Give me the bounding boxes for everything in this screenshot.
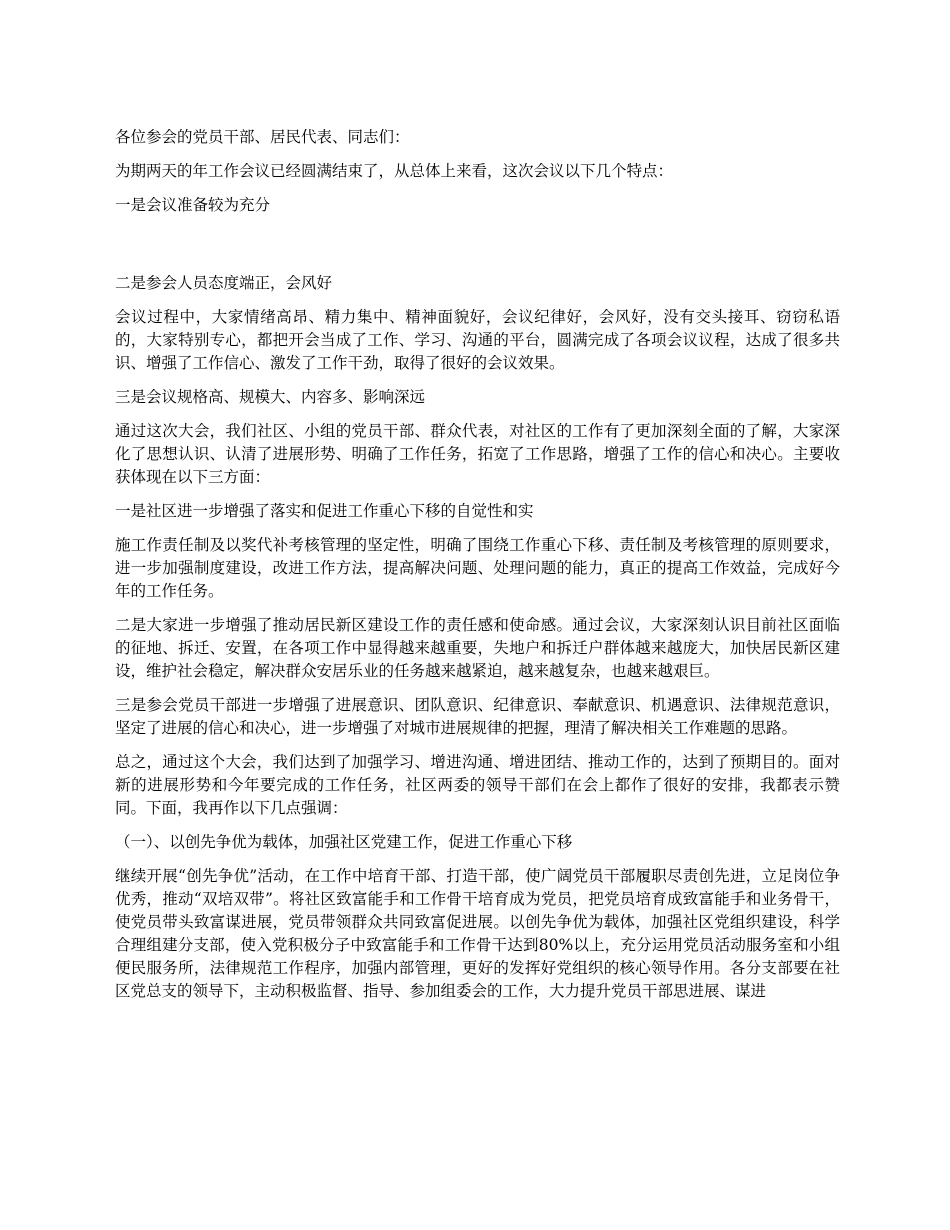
body-paragraph: 通过这次大会，我们社区、小组的党员干部、群众代表，对社区的工作有了更加深刻全面的了解，大家深化了思想认识、认清了进展形势、明确了工作任务，拓宽了工作思路，增强了工作的信心和决心。主要收获体现在以下三方面：: [115, 422, 840, 486]
body-paragraph: 会议过程中，大家情绪高昂、精力集中、精神面貌好，会议纪律好，会风好，没有交头接耳、窃窃私语的，大家特别专心，都把开会当成了工作、学习、沟通的平台，圆满完成了各项会议议程，达成了很多共识、增强了工作信心、激发了工作干劲，取得了很好的会议效果。: [115, 308, 840, 372]
point-heading-3: 三是会议规格高、规模大、内容多、影响深远: [115, 388, 426, 406]
summary-paragraph: 总之，通过这个大会，我们达到了加强学习、增进沟通、增进团结、推动工作的，达到了预期目的。面对新的进展形势和今年要完成的工作任务，社区两委的领导干部们在会上都作了很好的安排，我都表示赞同。下面，我再作以下几点强调：: [115, 753, 840, 817]
section-heading-1: （一）、以创先争优为载体，加强社区党建工作，促进工作重心下移: [115, 833, 573, 851]
body-paragraph: 继续开展“创先争优”活动，在工作中培育干部、打造干部，使广阔党员干部履职尽责创先进，立足岗位争优秀，推动“双培双带”。将社区致富能手和工作骨干培育成为党员，把党员培育成致富能手和业务骨干，使党员带头致富谋进展，党员带领群众共同致富促进展。以创先争优为载体，加强社区党组织建设，科学合理组建分支部，使入党积极分子中致富能手和工作骨干达到80%以上，充分运用党员活动服务室和小组便民服务所，法律规范工作程序，加强内部管理，更好的发挥好党组织的核心领导作用。各分支部要在社区党总支的领导下，主动积极监督、指导、参加组委会的工作，大力提升党员干部思进展、谋进: [115, 867, 840, 1000]
salutation: 各位参会的党员干部、居民代表、同志们：: [115, 128, 410, 146]
intro-paragraph: 为期两天的年工作会议已经圆满结束了，从总体上来看，这次会议以下几个特点：: [115, 162, 674, 180]
body-paragraph: 二是大家进一步增强了推动居民新区建设工作的责任感和使命感。通过会议，大家深刻认识目前社区面临的征地、拆迁、安置，在各项工作中显得越来越重要，失地户和拆迁户群体越来越庞大，加快居民新区建设，维护社会稳定，解决群众安居乐业的任务越来越紧迫，越来越复杂，也越来越艰巨。: [115, 616, 840, 680]
harvest-heading-1: 一是社区进一步增强了落实和促进工作重心下移的自觉性和实: [115, 502, 534, 520]
body-paragraph: 施工作责任制及以奖代补考核管理的坚定性，明确了围绕工作重心下移、责任制及考核管理的原则要求，进一步加强制度建设，改进工作方法，提高解决问题、处理问题的能力，真正的提高工作效益，完成好今年的工作任务。: [115, 536, 840, 600]
document-body: [115, 126, 840, 1014]
body-paragraph: 三是参会党员干部进一步增强了进展意识、团队意识、纪律意识、奉献意识、机遇意识、法律规范意识，坚定了进展的信心和决心，进一步增强了对城市进展规律的把握，理清了解决相关工作难题的思路。: [115, 696, 840, 737]
point-heading-2: 二是参会人员态度端正，会风好: [115, 274, 333, 292]
point-heading-1: 一是会议准备较为充分: [115, 196, 271, 214]
